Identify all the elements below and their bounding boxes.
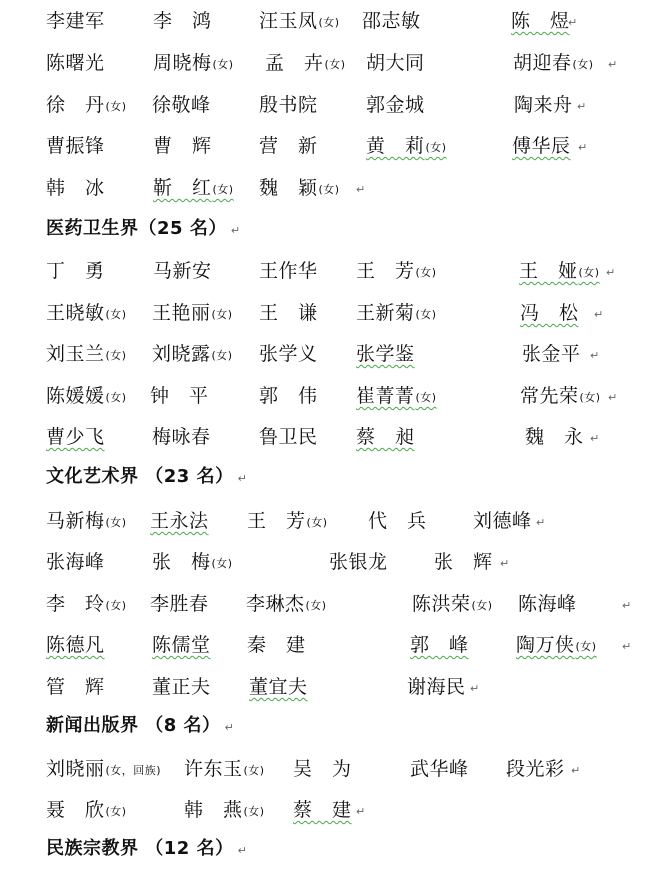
person-name-text: 王新菊 bbox=[356, 302, 415, 324]
person-name bbox=[520, 379, 601, 415]
gender-tag: (女) bbox=[212, 58, 234, 71]
person-name bbox=[356, 254, 437, 290]
gender-tag: (女) bbox=[211, 308, 233, 321]
person-name-text: 冯 松 bbox=[520, 302, 579, 324]
person-name bbox=[520, 296, 579, 330]
person-name-text: 陈儒堂 bbox=[152, 634, 211, 656]
person-name-text: 蔡 昶 bbox=[356, 426, 415, 448]
person-name bbox=[46, 420, 105, 454]
person-name-text: 刘德峰 bbox=[473, 510, 532, 532]
person-name bbox=[46, 46, 105, 80]
name-row bbox=[0, 171, 650, 205]
person-name-text: 张银龙 bbox=[329, 551, 388, 573]
person-name-text: 谢海民 bbox=[407, 676, 466, 698]
person-name bbox=[259, 379, 318, 413]
person-name bbox=[46, 587, 127, 623]
person-name-text: 李建军 bbox=[46, 10, 105, 32]
person-name-text: 郭 伟 bbox=[259, 385, 318, 407]
paragraph-mark-icon: ↵ bbox=[356, 183, 366, 196]
person-name bbox=[522, 337, 581, 371]
person-name-text: 秦 建 bbox=[247, 634, 306, 656]
person-name bbox=[516, 628, 597, 664]
person-name bbox=[473, 504, 532, 538]
person-name bbox=[46, 793, 127, 829]
person-name-text: 蔡 建 bbox=[293, 799, 352, 821]
person-name-text: 李 鸿 bbox=[153, 10, 212, 32]
person-name bbox=[259, 129, 318, 163]
person-name-text: 陈洪荣 bbox=[412, 593, 471, 615]
person-name-text: 王永法 bbox=[150, 510, 209, 532]
person-name-text: 陈曙光 bbox=[46, 52, 105, 74]
person-name bbox=[46, 670, 105, 704]
person-name bbox=[356, 337, 415, 371]
gender-tag: (女) bbox=[211, 557, 233, 570]
person-name-text: 汪玉凤 bbox=[259, 10, 318, 32]
person-name bbox=[46, 254, 105, 288]
section-heading bbox=[46, 460, 247, 498]
gender-tag: (女) bbox=[105, 308, 127, 321]
gender-tag: (女) bbox=[579, 391, 601, 404]
paragraph-mark-icon: ↵ bbox=[622, 599, 632, 612]
person-name bbox=[152, 337, 233, 373]
person-name bbox=[412, 587, 493, 623]
person-name-text: 陶万侠 bbox=[516, 634, 575, 656]
person-name bbox=[152, 296, 233, 332]
section-heading-line bbox=[0, 460, 650, 494]
person-name bbox=[150, 504, 209, 538]
person-name-text: 殷书院 bbox=[259, 94, 318, 116]
person-name-text: 王 芳 bbox=[247, 510, 306, 532]
person-name-text: 张 辉 bbox=[434, 551, 493, 573]
person-name bbox=[184, 793, 265, 829]
person-name-text: 梅咏春 bbox=[152, 426, 211, 448]
section-heading-line bbox=[0, 709, 650, 743]
paragraph-mark-icon: ↵ bbox=[237, 472, 248, 485]
paragraph-mark-icon: ↵ bbox=[500, 557, 510, 570]
section-heading bbox=[46, 832, 247, 870]
person-name-text: 吴 为 bbox=[293, 758, 352, 780]
person-name bbox=[518, 587, 577, 621]
person-name bbox=[46, 129, 105, 163]
person-name bbox=[246, 587, 327, 623]
gender-tag: (女) bbox=[572, 58, 594, 71]
person-name bbox=[519, 254, 600, 290]
person-name bbox=[46, 296, 127, 332]
name-row bbox=[0, 420, 650, 454]
person-name-text: 邵志敏 bbox=[362, 10, 421, 32]
person-name bbox=[259, 337, 318, 371]
gender-tag: (女) bbox=[105, 805, 127, 818]
person-name-text: 董宜夫 bbox=[249, 676, 308, 698]
paragraph-mark-icon: ↵ bbox=[230, 224, 241, 237]
person-name-text: 丁 勇 bbox=[46, 260, 105, 282]
name-row bbox=[0, 46, 650, 80]
person-name bbox=[506, 752, 565, 786]
person-name bbox=[46, 4, 105, 38]
person-name-text: 聂 欣 bbox=[46, 799, 105, 821]
paragraph-mark-icon: ↵ bbox=[590, 432, 600, 445]
person-name bbox=[356, 379, 437, 415]
person-name-text: 陈 煜 bbox=[511, 10, 570, 32]
gender-tag: (女) bbox=[575, 640, 597, 653]
person-name bbox=[153, 171, 234, 207]
person-name-text: 张学鉴 bbox=[356, 343, 415, 365]
name-row bbox=[0, 504, 650, 538]
gender-tag: (女) bbox=[243, 764, 265, 777]
person-name-text: 郭金城 bbox=[366, 94, 425, 116]
name-row bbox=[0, 337, 650, 371]
person-name bbox=[150, 587, 209, 621]
person-name-text: 陶来舟 bbox=[514, 94, 573, 116]
person-name-text: 曹 辉 bbox=[153, 135, 212, 157]
gender-tag: (女) bbox=[415, 266, 437, 279]
person-name-text: 张 梅 bbox=[152, 551, 211, 573]
gender-tag: (女) bbox=[211, 349, 233, 362]
section-heading bbox=[46, 709, 234, 747]
person-name bbox=[259, 254, 318, 288]
gender-tag: (女) bbox=[105, 391, 127, 404]
person-name-text: 王 谦 bbox=[259, 302, 318, 324]
name-row bbox=[0, 296, 650, 330]
person-name bbox=[259, 4, 340, 40]
person-name bbox=[362, 4, 421, 38]
person-name-text: 崔菁菁 bbox=[356, 385, 415, 407]
person-name-text: 韩 燕 bbox=[184, 799, 243, 821]
person-name-text: 黄 莉 bbox=[366, 135, 425, 157]
person-name-text: 鲁卫民 bbox=[259, 426, 318, 448]
person-name bbox=[366, 88, 425, 122]
person-name bbox=[434, 545, 493, 579]
person-name-text: 徐 丹 bbox=[46, 94, 105, 116]
paragraph-mark-icon: ↵ bbox=[606, 266, 616, 279]
person-name-text: 陈德凡 bbox=[46, 634, 105, 656]
person-name-text: 许东玉 bbox=[184, 758, 243, 780]
paragraph-mark-icon: ↵ bbox=[594, 308, 604, 321]
name-row bbox=[0, 379, 650, 413]
person-name-text: 张海峰 bbox=[46, 551, 105, 573]
gender-tag: (女) bbox=[318, 16, 340, 29]
person-name-text: 刘晓丽 bbox=[46, 758, 105, 780]
person-name-text: 靳 红 bbox=[153, 177, 212, 199]
person-name-text: 刘晓露 bbox=[152, 343, 211, 365]
paragraph-mark-icon: ↵ bbox=[590, 349, 600, 362]
person-name-text: 董正夫 bbox=[152, 676, 211, 698]
person-name-text: 李胜春 bbox=[150, 593, 209, 615]
person-name bbox=[259, 296, 318, 330]
person-name-text: 陈海峰 bbox=[518, 593, 577, 615]
gender-tag: (女) bbox=[318, 183, 340, 196]
person-name-text: 李琳杰 bbox=[246, 593, 305, 615]
person-name-text: 马新安 bbox=[153, 260, 212, 282]
person-name-text: 曹少飞 bbox=[46, 426, 105, 448]
person-name-text: 钟 平 bbox=[150, 385, 209, 407]
person-name-text: 魏 永 bbox=[525, 426, 584, 448]
paragraph-mark-icon: ↵ bbox=[577, 100, 587, 113]
person-name-text: 胡大同 bbox=[366, 52, 425, 74]
person-name bbox=[249, 670, 308, 704]
person-name-text: 王晓敏 bbox=[46, 302, 105, 324]
paragraph-mark-icon: ↵ bbox=[224, 721, 235, 734]
person-name-text: 郭 峰 bbox=[410, 634, 469, 656]
gender-tag: (女) bbox=[324, 58, 346, 71]
person-name bbox=[410, 628, 469, 662]
person-name-text: 周晓梅 bbox=[153, 52, 212, 74]
name-row bbox=[0, 545, 650, 579]
name-row bbox=[0, 752, 650, 786]
person-name bbox=[150, 379, 209, 413]
paragraph-mark-icon: ↵ bbox=[356, 805, 366, 818]
gender-tag: (女) bbox=[105, 516, 127, 529]
gender-tag: (女) bbox=[425, 141, 447, 154]
person-name-text: 王 娅 bbox=[519, 260, 578, 282]
gender-tag: (女) bbox=[471, 599, 493, 612]
person-name-text: 王艳丽 bbox=[152, 302, 211, 324]
person-name bbox=[514, 88, 573, 122]
person-name bbox=[46, 504, 127, 540]
gender-tag: (女) bbox=[105, 349, 127, 362]
paragraph-mark-icon: ↵ bbox=[237, 844, 248, 857]
person-name bbox=[152, 670, 211, 704]
gender-tag: (女) bbox=[415, 391, 437, 404]
paragraph-mark-icon: ↵ bbox=[568, 16, 578, 29]
person-name bbox=[356, 420, 415, 454]
name-row bbox=[0, 587, 650, 621]
section-heading-line bbox=[0, 212, 650, 246]
person-name bbox=[46, 379, 127, 415]
name-row bbox=[0, 4, 650, 38]
section-heading-text: 文化艺术界 （23 名） bbox=[46, 466, 234, 487]
gender-tag: (女) bbox=[105, 100, 127, 113]
section-heading-text: 新闻出版界 （8 名） bbox=[46, 715, 221, 736]
person-name bbox=[259, 420, 318, 454]
name-row bbox=[0, 88, 650, 122]
person-name bbox=[153, 254, 212, 288]
person-name bbox=[152, 545, 233, 581]
person-name-text: 王作华 bbox=[259, 260, 318, 282]
person-name bbox=[366, 46, 425, 80]
person-name bbox=[46, 628, 105, 662]
person-name bbox=[293, 752, 352, 786]
person-name bbox=[152, 88, 211, 122]
name-row bbox=[0, 670, 650, 704]
person-name-text: 韩 冰 bbox=[46, 177, 105, 199]
gender-tag: (女) bbox=[305, 599, 327, 612]
person-name bbox=[259, 171, 340, 207]
person-name-text: 孟 卉 bbox=[265, 52, 324, 74]
name-row bbox=[0, 793, 650, 827]
paragraph-mark-icon: ↵ bbox=[622, 640, 632, 653]
person-name bbox=[247, 504, 328, 540]
person-name-text: 代 兵 bbox=[368, 510, 427, 532]
person-name-text: 武华峰 bbox=[410, 758, 469, 780]
person-name bbox=[366, 129, 447, 165]
person-name bbox=[407, 670, 466, 704]
person-name bbox=[152, 628, 211, 662]
paragraph-mark-icon: ↵ bbox=[470, 682, 480, 695]
gender-tag: (女) bbox=[578, 266, 600, 279]
section-heading-text: 民族宗教界 （12 名） bbox=[46, 838, 234, 859]
person-name-text: 营 新 bbox=[259, 135, 318, 157]
paragraph-mark-icon: ↵ bbox=[536, 516, 546, 529]
person-name bbox=[368, 504, 427, 538]
person-name-text: 曹振锋 bbox=[46, 135, 105, 157]
person-name bbox=[152, 420, 211, 454]
person-name bbox=[329, 545, 388, 579]
person-name bbox=[410, 752, 469, 786]
section-heading bbox=[46, 212, 241, 250]
person-name bbox=[153, 4, 212, 38]
person-name-text: 管 辉 bbox=[46, 676, 105, 698]
person-name bbox=[525, 420, 584, 454]
person-name-text: 常先荣 bbox=[520, 385, 579, 407]
person-name-text: 刘玉兰 bbox=[46, 343, 105, 365]
person-name bbox=[46, 545, 105, 579]
gender-tag: (女，回族) bbox=[105, 764, 162, 777]
person-name bbox=[46, 171, 105, 205]
person-name bbox=[512, 129, 571, 163]
person-name bbox=[46, 88, 127, 124]
person-name bbox=[153, 129, 212, 163]
name-row bbox=[0, 628, 650, 662]
person-name-text: 徐敬峰 bbox=[152, 94, 211, 116]
person-name bbox=[259, 88, 318, 122]
person-name bbox=[46, 337, 127, 373]
person-name-text: 段光彩 bbox=[506, 758, 565, 780]
paragraph-mark-icon: ↵ bbox=[578, 141, 588, 154]
person-name bbox=[293, 793, 352, 827]
section-heading-text: 医药卫生界（25 名） bbox=[46, 218, 227, 239]
gender-tag: (女) bbox=[212, 183, 234, 196]
name-row bbox=[0, 254, 650, 288]
paragraph-mark-icon: ↵ bbox=[608, 58, 618, 71]
person-name-text: 傅华辰 bbox=[512, 135, 571, 157]
person-name-text: 王 芳 bbox=[356, 260, 415, 282]
person-name-text: 胡迎春 bbox=[513, 52, 572, 74]
gender-tag: (女) bbox=[306, 516, 328, 529]
paragraph-mark-icon: ↵ bbox=[608, 391, 618, 404]
person-name bbox=[153, 46, 234, 82]
person-name-text: 李 玲 bbox=[46, 593, 105, 615]
person-name bbox=[356, 296, 437, 332]
gender-tag: (女) bbox=[243, 805, 265, 818]
person-name-text: 魏 颖 bbox=[259, 177, 318, 199]
gender-tag: (女) bbox=[105, 599, 127, 612]
person-name bbox=[265, 46, 346, 82]
person-name-text: 张金平 bbox=[522, 343, 581, 365]
person-name-text: 陈媛媛 bbox=[46, 385, 105, 407]
section-heading-line bbox=[0, 832, 650, 866]
person-name bbox=[46, 752, 161, 788]
gender-tag: (女) bbox=[415, 308, 437, 321]
person-name bbox=[184, 752, 265, 788]
person-name-text: 张学义 bbox=[259, 343, 318, 365]
person-name-text: 马新梅 bbox=[46, 510, 105, 532]
person-name bbox=[513, 46, 594, 82]
person-name bbox=[247, 628, 306, 662]
paragraph-mark-icon: ↵ bbox=[571, 764, 581, 777]
name-row bbox=[0, 129, 650, 163]
person-name bbox=[511, 4, 570, 38]
